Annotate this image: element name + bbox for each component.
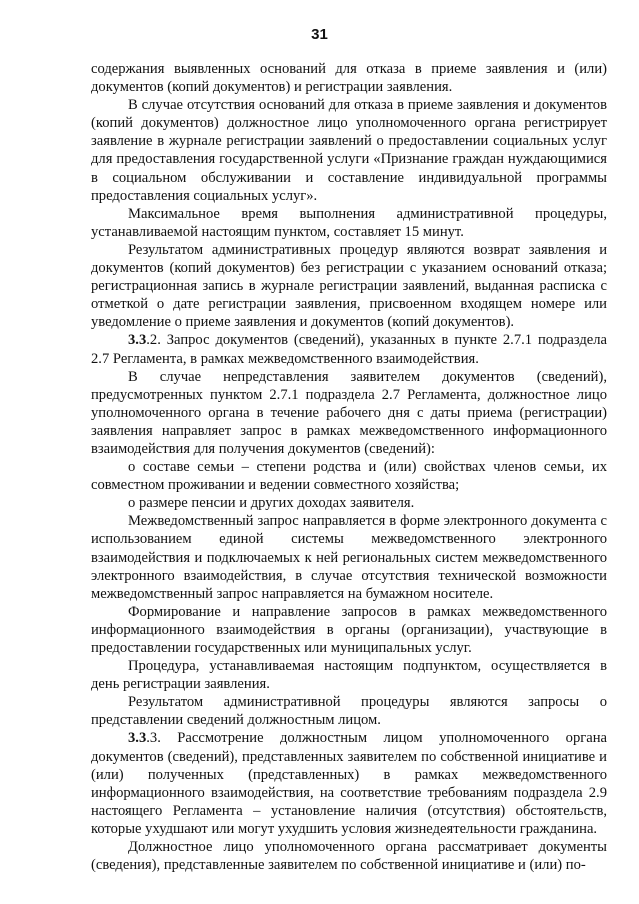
paragraph: о составе семьи – степени родства и (или) свойствах членов семьи, их совместном проживании и ведении совместного хозяйства; xyxy=(91,459,607,494)
section-text: .2. Запрос документов (сведений), указанных в пункте 2.7.1 подраздела 2.7 Регламента, в рамках межведомственного взаимодействия. xyxy=(91,332,607,367)
paragraph: содержания выявленных оснований для отказа в приеме заявления и (или) документов (копий документов) и регистрации заявления. xyxy=(91,61,607,96)
section-number: 3.3 xyxy=(128,332,147,349)
paragraph: В случае непредставления заявителем документов (сведений), предусмотренных пунктом 2.7.1 подраздела 2.7 Регламента, должностное лицо уполномоченного органа в течение рабочего дня с даты приема (регистрации) заявления направляет запрос в рамках межведомственного информационного взаимодействия для получения документов (сведений): xyxy=(91,368,607,457)
page-number: 31 xyxy=(311,26,328,43)
paragraph: Формирование и направление запросов в рамках межведомственного информационного взаимодействия в органы (организации), участвующие в предоставлении государственных или муниципальных услуг. xyxy=(91,603,607,656)
paragraph: Результатом административной процедуры являются запросы о представлении сведений должностным лицом. xyxy=(91,694,607,729)
section-text: .3. Рассмотрение должностным лицом уполномоченного органа документов (сведений), представленных заявителем по собственной инициативе и (или) полученных (представленных) в рамках межведомственного информационного взаимодействия, на соответствие требованиям подраздела 2.9 настоящего Регламента – установление наличия (отсутствия) обстоятельств, которые ухудшают или могут ухудшить условия жизнедеятельности гражданина. xyxy=(91,730,607,837)
paragraph: Межведомственный запрос направляется в форме электронного документа с использованием единой системы межведомственного электронного взаимодействия и подключаемых к ней региональных систем межведомственного электронного взаимодействия, в случае отсутствия технической возможности межведомственный запрос направляется на бумажном носителе. xyxy=(91,513,607,602)
paragraph: о размере пенсии и других доходах заявителя. xyxy=(128,495,415,512)
paragraph: Процедура, устанавливаемая настоящим подпунктом, осуществляется в день регистрации заявления. xyxy=(91,658,607,693)
paragraph: Максимальное время выполнения административной процедуры, устанавливаемой настоящим пунктом, составляет 15 минут. xyxy=(91,205,607,240)
paragraph: В случае отсутствия оснований для отказа в приеме заявления и документов (копий документов) должностное лицо уполномоченного органа регистрирует заявление в журнале регистрации заявлений о предоставлении социальных услуг для предоставления государственной услуги «Признание граждан нуждающимися в социальном обслуживании и составление индивидуальной программы предоставления социальных услуг». xyxy=(91,97,607,204)
paragraph: Должностное лицо уполномоченного органа рассматривает документы (сведения), представленные заявителем по собственной инициативе и (или) по- xyxy=(91,839,607,874)
document-body xyxy=(91,60,607,874)
section-paragraph-3-3-3 xyxy=(91,729,607,838)
section-paragraph-3-3-2 xyxy=(91,331,607,367)
section-number: 3.3 xyxy=(128,730,147,747)
paragraph: Результатом административных процедур являются возврат заявления и документов (копий документов) без регистрации с указанием оснований отказа; регистрационная запись в журнале регистрации заявлений, выданная расписка с отметкой о дате регистрации заявления, присвоенном входящем номере или уведомление о приеме заявления и документов (копий документов). xyxy=(91,241,607,331)
